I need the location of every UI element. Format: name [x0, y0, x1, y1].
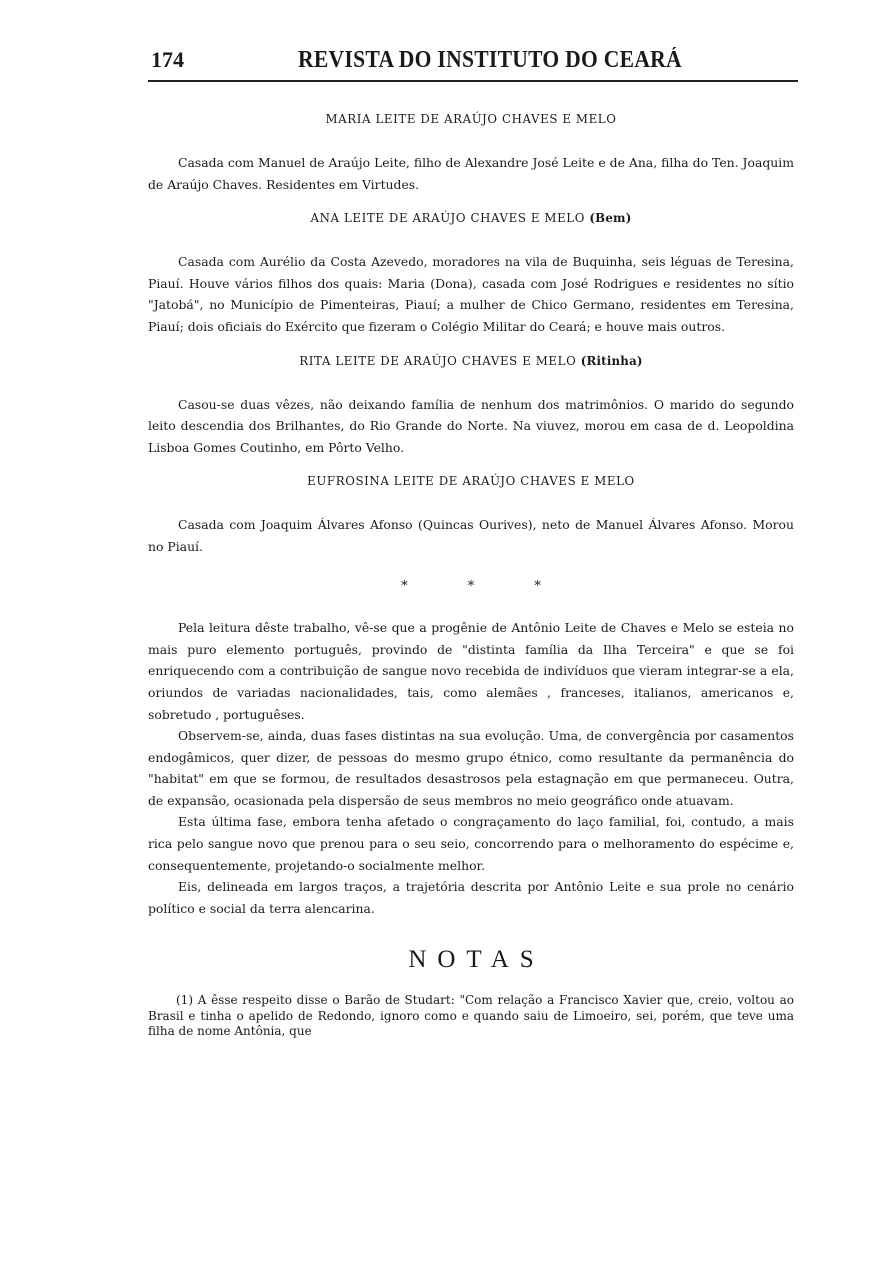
entry-name: RITA LEITE DE ARAÚJO CHAVES E MELO [299, 353, 577, 368]
entry-text: Casada com Joaquim Álvares Afonso (Quincas Ourives), neto de Manuel Álvares Afonso. Morou no Piauí. [148, 517, 794, 554]
paragraph: Pela leitura dêste trabalho, vê-se que a progênie de Antônio Leite de Chaves e Melo se esteia no mais puro elemento português, provindo de "distinta família da Ilha Terceira" e que se foi enriquecendo com a contribuição de sangue novo recebida de indivíduos que vieram integrar-se a ela, oriundos de variadas nacionalidades, tais, como alemães , franceses, italianos, americanos e, sobretudo , portuguêses. [148, 620, 794, 722]
footnote: (1) A êsse respeito disse o Barão de Studart: "Com relação a Francisco Xavier que, creio, voltou ao Brasil e tinha o apelido de Redondo, ignoro como e quando saiu de Limoeiro, sei, porém, que teve uma filha de nome Antônia, que [148, 993, 794, 1039]
paragraph: Eis, delineada em largos traços, a trajetória descrita por Antônio Leite e sua prole no cenário político e social da terra alencarina. [148, 879, 794, 916]
header-rule [148, 80, 798, 82]
entry-heading [148, 350, 794, 378]
entry-text: Casada com Manuel de Araújo Leite, filho de Alexandre José Leite e de Ana, filha do Ten. Joaquim de Araújo Chaves. Residentes em Virtudes. [148, 155, 794, 192]
conclusion-text [148, 617, 794, 919]
genealogy-entry [148, 470, 794, 557]
genealogy-entry [148, 350, 794, 459]
entry-nickname: (Ritinha) [580, 353, 643, 368]
entry-name: MARIA LEITE DE ARAÚJO CHAVES E MELO [325, 112, 617, 126]
section-separator: * * * [401, 578, 569, 594]
entry-text: Casada com Aurélio da Costa Azevedo, moradores na vila de Buquinha, seis léguas de Teresina, Piauí. Houve vários filhos dos quais: Maria (Dona), casada com José Rodrigues e residentes no sítio "Jatobá", no Município de Pimenteiras, Piauí; a mulher de Chico Germano, residentes em Teresina, Piauí; dois oficiais do Exército que fizeram o Colégio Militar do Ceará; e houve mais outros. [148, 254, 794, 334]
entry-nickname: (Bem) [589, 211, 632, 226]
entry-heading [148, 108, 794, 136]
entry-name: ANA LEITE DE ARAÚJO CHAVES E MELO [310, 211, 586, 226]
entry-heading [148, 470, 794, 498]
page-content [148, 108, 794, 1040]
page-number: 174 [151, 47, 184, 72]
entry-heading [148, 207, 794, 235]
paragraph: Observem-se, ainda, duas fases distintas na sua evolução. Uma, de convergência por casamentos endogâmicos, quer dizer, de pessoas do mesmo grupo étnico, como resultante da permanência do "habitat" em que se formou, de resultados desastrosos pela estagnação em que permaneceu. Outra, de expansão, ocasionada pela dispersão de seus membros no meio geográfico onde atuavam. [148, 728, 794, 808]
journal-title: REVISTA DO INSTITUTO DO CEARÁ [298, 47, 682, 73]
notes-heading: NOTAS [408, 946, 545, 974]
genealogy-entry [148, 108, 794, 195]
genealogy-entry [148, 207, 794, 337]
entry-name: EUFROSINA LEITE DE ARAÚJO CHAVES E MELO [307, 474, 635, 489]
entry-text: Casou-se duas vêzes, não deixando família de nenhum dos matrimônios. O marido do segundo leito descendia dos Brilhantes, do Rio Grande do Norte. Na viuvez, morou em casa de d. Leopoldina Lisboa Gomes Coutinho, em Pôrto Velho. [148, 396, 794, 455]
running-head [148, 47, 798, 79]
paragraph: Esta última fase, embora tenha afetado o congraçamento do laço familial, foi, contudo, a mais rica pelo sangue novo que prenou para o seu seio, concorrendo para o melhoramento do espécime e, consequentemente, projetando-o socialmente melhor. [148, 814, 794, 873]
